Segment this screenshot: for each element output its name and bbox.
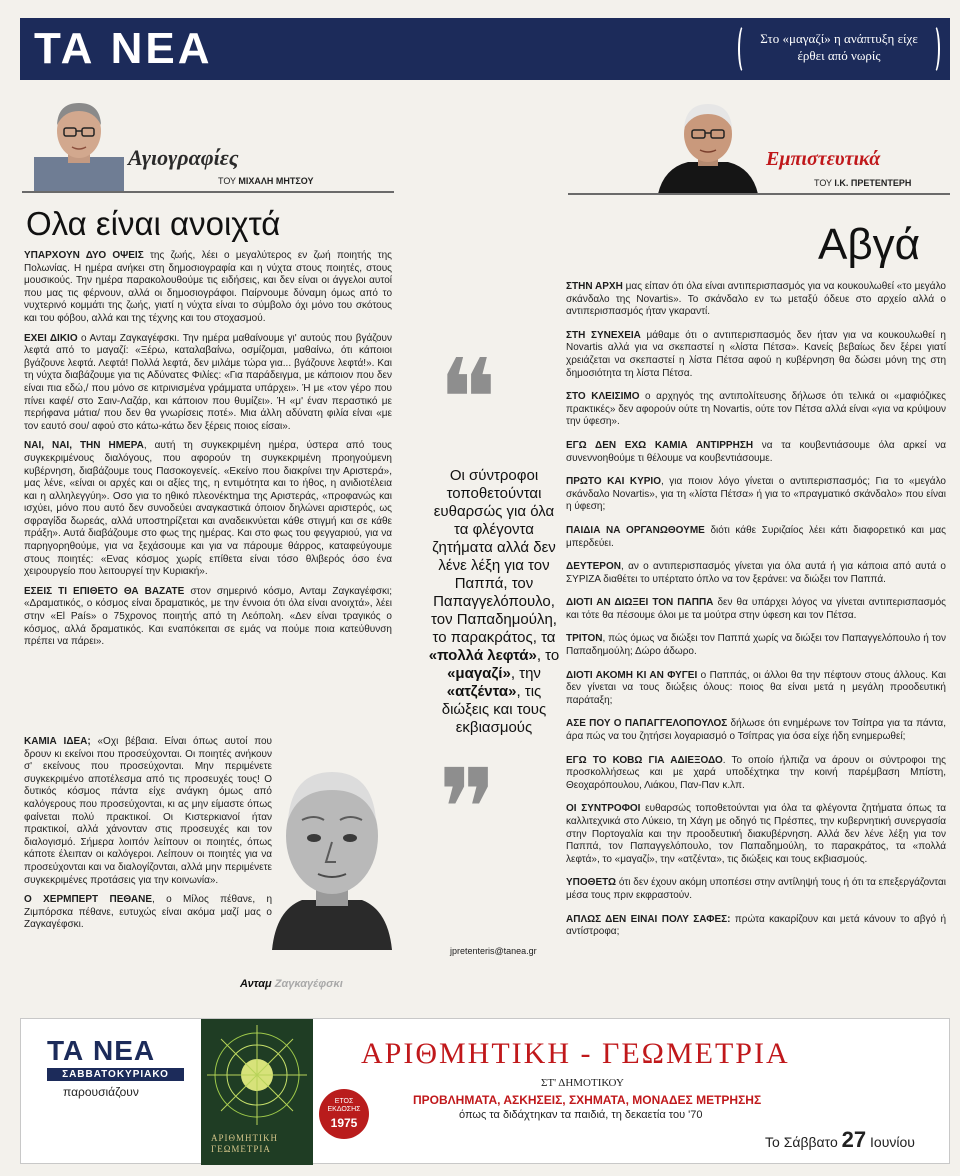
left-author-name: ΜΙΧΑΛΗ ΜΗΤΣΟΥ	[238, 176, 314, 186]
right-paragraph: ΠΡΩΤΟ ΚΑΙ ΚΥΡΙΟ, για ποιον λόγο γίνεται ο αντιπερισπασμός; Για το «μεγάλο σκάνδαλο Novartis», για τη «λίστα Πέτσα» ή για το «πραγματικό σκάνδαλο» που είναι η ύφεση;	[566, 476, 946, 513]
right-paragraph: ΔΙΟΤΙ ΑΚΟΜΗ ΚΙ ΑΝ ΦΥΓΕΙ ο Παππάς, οι άλλοι θα την πέφτουν στους άλλους. Και δεν γίνεται να τους διώξεις όλους: ποιος θα είναι μετά η μεγάλη προοδευτική παράταξη;	[566, 669, 946, 706]
author-email[interactable]: jpretenteris@tanea.gr	[450, 946, 537, 956]
right-paragraph: ΔΙΟΤΙ ΑΝ ΔΙΩΞΕΙ ΤΟΝ ΠΑΠΠΑ δεν θα υπάρχει λόγος να γίνεται αντιπερισπασμός και τότε θα πέσουμε όλοι με τα μούτρα στην ύφεση και τον Πέτσα.	[566, 597, 946, 621]
left-column-author	[218, 176, 314, 186]
right-column-author	[814, 178, 911, 188]
bracket-left-icon	[738, 24, 750, 74]
ad-topics: ΠΡΟΒΛΗΜΑΤΑ, ΑΣΚΗΣΕΙΣ, ΣΧΗΜΑΤΑ, ΜΟΝΑΔΕΣ ΜΕΤΡΗΣΗΣ	[413, 1093, 762, 1107]
right-columnist-portrait-icon	[658, 98, 758, 194]
newspaper-logo: ΤΑ ΝΕΑ	[34, 24, 213, 73]
right-paragraph: ΣΤΗ ΣΥΝΕΧΕΙΑ μάθαμε ότι ο αντιπερισπασμός δεν ήταν για να κουκουλωθεί η Novartis αλλά για να σκεπαστεί η «λίστα Πέτσα». Κανείς βεβαίως δεν ξέρει γιατί χρειάζεται να σκεπαστεί η λίστα Πέτσα αφού η κυβέρνηση θα δώσει μόνη της στη δημοσιότητα τη λίστα Πέτσα.	[566, 329, 946, 379]
right-paragraph: ΤΡΙΤΟΝ, πώς όμως να διώξει τον Παππά χωρίς να διώξει τον Παπαγγελόπουλο ή τον Παπαδημούλη; Δώρο άδωρο.	[566, 633, 946, 658]
left-author-prefix: ΤΟΥ	[218, 176, 236, 186]
promo-advertisement[interactable]	[20, 1018, 950, 1164]
ad-grade: ΣΤ' ΔΗΜΟΤΙΚΟΥ	[541, 1077, 624, 1089]
quote-close-icon: ❞	[438, 749, 498, 871]
right-paragraph: ΕΓΩ ΔΕΝ ΕΧΩ ΚΑΜΙΑ ΑΝΤΙΡΡΗΣΗ να τα κουβεντιάσουμε όλα αρκεί να συνεννοηθούμε τι θέλουμε να κουβεντιάσουμε.	[566, 439, 946, 464]
ad-logo: ΤΑ ΝΕΑ	[47, 1035, 156, 1066]
right-paragraph: ΠΑΙΔΙΑ ΝΑ ΟΡΓΑΝΩΘΟΥΜΕ διότι κάθε Συριζαίος λέει κάτι διαφορετικό και μας μπερδεύει.	[566, 524, 946, 549]
masthead	[20, 18, 950, 80]
quote-open-icon: ❝	[438, 339, 498, 461]
year-badge: ΕΤΟΣ ΕΚΔΟΣΗΣ 1975	[319, 1089, 369, 1139]
left-paragraph: ΚΑΜΙΑ ΙΔΕΑ; «Οχι βέβαια. Είναι όπως αυτοί που δρουν κι εκείνοι που προσεύχονται. Οι ποιητές ανήκουν σ' εκείνους που προσεύχονται. Μην περιμένετε συγκεκριμένο αποτέλεσμα από τις προσευχές τους! Ο δυτικός κόσμος πάντα είχε ανάγκη όμως από καλόγερους που προσεύχονται, κι ας μην είμαστε όπως φαίνεται πολύ πρακτικοί. Οι Κιστερκιανοί ήταν πρακτικοί, αλλά χάνονταν στις προσευχές και τον διαλογισμό. Σήμερα λοιπόν λείπουν οι ποιητές, όπως κάποτε έλειπαν οι καλόγεροι. Λείπουν οι ποιητές για να προσεύχονται και να διαλογίζονται, αλλά μην περιμένετε συγκεκριμένες προτάσεις για την κοινωνία».	[24, 736, 272, 886]
left-paragraph: ΕΧΕΙ ΔΙΚΙΟ ο Ανταμ Ζαγκαγέφσκι. Την ημέρα μαθαίνουμε γι' αυτούς που βγάζουν λεφτά από το μαγαζί: «Ξέρω, καταλαβαίνω, οσμίζομαι, μαθαίνω, ότι κάποιοι βγάζουνε λεφτά. Λεφτά! Πολλά λεφτά, δεν μιλάμε τώρα για... βγάζουνε λεφτά!». Και τη νύχτα διαβάζουμε για τις Αδύνατες Φιλίες: «Για παράδειγμα, με κάποιον που δεν είναι πια εδώ,/ που μόνο σε κιτρινισμένα γράμματα υπάρχει». Ή με «τον γέρο που πίνει καφέ/ στο Σαιν-Λαζάρ, και κάποιον που θυμίζει». Ή «μ' έναν περαστικό με περήφανα μάτια/ που δεν θα γνωρίσεις ποτέ». Μια άλλη αδύνατη φιλία είναι «με τον εαυτό σου/ αφού στο κάτω-κάτω δεν ξέρεις ποιος είσαι».	[24, 332, 392, 432]
right-paragraph: ΑΠΛΩΣ ΔΕΝ ΕΙΝΑΙ ΠΟΛΥ ΣΑΦΕΣ: πρώτα κακαρίζουν και μετά κάνουν το αβγό ή αντίστροφα;	[566, 913, 947, 938]
left-paragraph: ΥΠΑΡΧΟΥΝ ΔΥΟ ΟΨΕΙΣ της ζωής, λέει ο μεγαλύτερος εν ζωή ποιητής της Πολωνίας. Η ημέρα ανήκει στη δημοσιογραφία και η νύχτα στους ποιητές, στους μουσικούς. Την ημέρα παρακολουθούμε τις ειδήσεις, και δεν είναι οι άγγελοι αυτοί που μας τις φέρνουν, αλλά οι δημοσιογράφοι. Παίρνουμε δύναμη όμως από το νυχτερινό κομμάτι της ζωής, γιατί η νύχτα είναι το σύμβολο όχι μόνο του σκότους και του φόβου, αλλά και της τέχνης και του στοχασμού.	[24, 250, 392, 324]
caption-first-name: Ανταμ	[240, 978, 272, 990]
poet-portrait-icon	[262, 750, 402, 950]
left-columnist-portrait-icon	[34, 97, 124, 193]
left-column-name: Αγιογραφίες	[128, 145, 239, 170]
ad-subtitle: ΣΑΒΒΑΤΟΚΥΡΙΑΚΟ	[47, 1068, 184, 1081]
book-cover-icon	[201, 1019, 313, 1165]
left-headline: Ολα είναι ανοιχτά	[26, 205, 281, 242]
right-paragraph: ΣΤΟ ΚΛΕΙΣΙΜΟ ο αρχηγός της αντιπολίτευσης δήλωσε ότι τελικά οι «μαφιόζικες πρακτικές» δεν αφορούν ούτε τη Novartis, ούτε τον Πέτσα αλλά είναι «για να κρύψουν την ύφεση».	[566, 391, 946, 428]
right-headline: Αβγά	[818, 220, 921, 269]
right-paragraph: ΟΙ ΣΥΝΤΡΟΦΟΙ ευθαρσώς τοποθετούνται για όλα τα φλέγοντα ζητήματα όπως τα καλλιτεχνικά στο Λύκειο, τη Χάγη με οδηγό τις Πρέσπες, την κυβερνητική συνεργασία στην Πορτογαλία και την προοδευτική διακυβέρνηση. Αλλά δεν λένε λέξη για τον Παππά, τον Παπαγγελόπουλο, τον Παπαδημούλη, το παρακράτος, τα «πολλά λεφτά», το «μαγαζί», την «ατζέντα», τις διώξεις και τους εκβιασμούς.	[566, 803, 946, 865]
right-paragraph: ΣΤΗΝ ΑΡΧΗ μας είπαν ότι όλα είναι αντιπερισπασμός για να κουκουλωθεί «το μεγάλο σκάνδαλο της Novartis». Το σκάνδαλο εν τω μεταξύ όδευε στο αρχείο αλλά ο αντιπερισπασμός ήταν γκαραντί.	[566, 281, 946, 318]
poet-caption	[240, 978, 343, 990]
right-author-prefix: ΤΟΥ	[814, 178, 832, 188]
right-paragraph: ΕΓΩ ΤΟ ΚΟΒΩ ΓΙΑ ΑΔΙΕΞΟΔΟ. Το οποίο ήλπιζα να άρουν οι σύντροφοι της προσκολλήσεως και με χαρά υποδέχτηκα την κοινή παρέμβαση Μπίστη, Θεοχαρόπουλου, Λιάκου, Παν-Παν κ.λπ.	[566, 754, 946, 791]
right-paragraph: ΥΠΟΘΕΤΩ ότι δεν έχουν ακόμη υποπέσει στην αντίληψή τους ή ότι τα επεξεργάζονται μέσα τους πριν εκφραστούν.	[566, 877, 946, 901]
ad-title: ΑΡΙΘΜΗΤΙΚΗ - ΓΕΩΜΕΤΡΙΑ	[361, 1037, 790, 1070]
bracket-right-icon	[928, 24, 940, 74]
ad-note: όπως τα διδάχτηκαν τα παιδιά, τη δεκαετία του '70	[459, 1109, 703, 1121]
left-paragraph: ΕΣΕΙΣ ΤΙ ΕΠΙΘΕΤΟ ΘΑ ΒΑΖΑΤΕ στον σημερινό κόσμο, Ανταμ Ζαγκαγέφσκι; «Δραματικός, ο κόσμος είναι δραματικός, με την έννοια ότι όλα είναι ανοιχτά», λέει στην «El País» ο 75χρονος ποιητής από τη Λεόπολη. «Δεν είναι τραγικός ο κόσμος, αλλά δραματικός. Και εναπόκειται σε εμάς να πούμε ποια κατεύθυνση πρέπει να πάρει».	[24, 585, 392, 648]
ad-date: Το Σάββατο 27 Ιουνίου	[765, 1127, 915, 1152]
left-paragraph: ΝΑΙ, ΝΑΙ, ΤΗΝ ΗΜΕΡΑ, αυτή τη συγκεκριμένη ημέρα, ύστερα από τους συγκεκριμένους διαλόγους, που αφορούν τη συγκεκριμένη προηγούμενη κυβέρνηση, διαβάζουμε τους Πασοκογενείς. «Εκείνο που διακρίνει την Αριστερά», μας λένε, «είναι οι αρχές και οι αξίες της, η εντιμότητα και το ήθος, η ανιδιοτέλεια και η αλληλεγγύη». Οσο για το ηθικό πλεονέκτημα της Αριστεράς, «προφανώς και ισχύει, μόνο που αυτό δεν συνοδεύει αναγκαστικά όποιον δηλώνει αριστερός, ως σφραγίδα δωρεάς, αλλά υποστηρίζεται και αναδεικνύεται κάθε στιγμή και σε κάθε πράξη». Αυτά διαβάζουμε στο φως της ημέρας. Και στο φως του φεγγαριού, για να παρηγορηθούμε, για να ξεχάσουμε και για να πάρουμε θάρρος, καταφεύγουμε στους ποιητές: «Ενας κόσμος χωρίς επίθετα είναι τόσο θλιβερός όσο ένα χειρουργείο που λειτουργεί την Κυριακή».	[24, 440, 392, 578]
right-author-name: Ι.Κ. ΠΡΕΤΕΝΤΕΡΗ	[834, 178, 912, 188]
masthead-tagline: Στο «μαγαζί» η ανάπτυξη είχε έρθει από νωρίς	[760, 31, 918, 63]
right-paragraph: ΔΕΥΤΕΡΟΝ, αν ο αντιπερισπασμός γίνεται για όλα αυτά ή για κάποια από αυτά ο ΣΥΡΙΖΑ διαθέτει το υπέρτατο όπλο να τον ξεράνει: να διώξει τον Παππά.	[566, 561, 946, 585]
right-article-body	[566, 281, 946, 950]
left-header-rule	[22, 191, 394, 193]
right-column-name: Εμπιστευτικά	[766, 148, 881, 170]
right-header-rule	[568, 193, 950, 195]
left-article-body	[24, 250, 392, 656]
ad-present-text: παρουσιάζουν	[63, 1085, 139, 1099]
book-title: ΑΡΙΘΜΗΤΙΚΗ ΓΕΩΜΕΤΡΙΑ	[211, 1133, 278, 1154]
caption-last-name: Ζαγκαγέφσκι	[274, 978, 343, 990]
left-article-body-lower	[24, 736, 272, 939]
left-paragraph: Ο ΧΕΡΜΠΕΡΤ ΠΕΘΑΝΕ, ο Μίλος πέθανε, η Ζιμπόρσκα πέθανε, ευτυχώς είναι ακόμα μαζί μας ο Ζαγκαγέφσκι.	[24, 894, 273, 931]
right-paragraph: ΑΣΕ ΠΟΥ Ο ΠΑΠΑΓΓΕΛΟΠΟΥΛΟΣ δήλωσε ότι ενημέρωνε τον Τσίπρα για τα πάντα, άρα πώς να του ζητήσει λογαριασμό ο Τσίπρας για όσα είχε ήδη ενημερωθεί;	[566, 718, 946, 743]
pull-quote: Οι σύντροφοι τοποθετούνται ευθαρσώς για όλα τα φλέγοντα ζητήματα αλλά δεν λένε λέξη για τον Παππά, τον Παπαγγελόπουλο, τον Παπαδημούλη, το παρακράτος, τα «πολλά λεφτά», το «μαγαζί», την «ατζέντα», τις διώξεις και τους εκβιασμούς	[428, 467, 560, 736]
